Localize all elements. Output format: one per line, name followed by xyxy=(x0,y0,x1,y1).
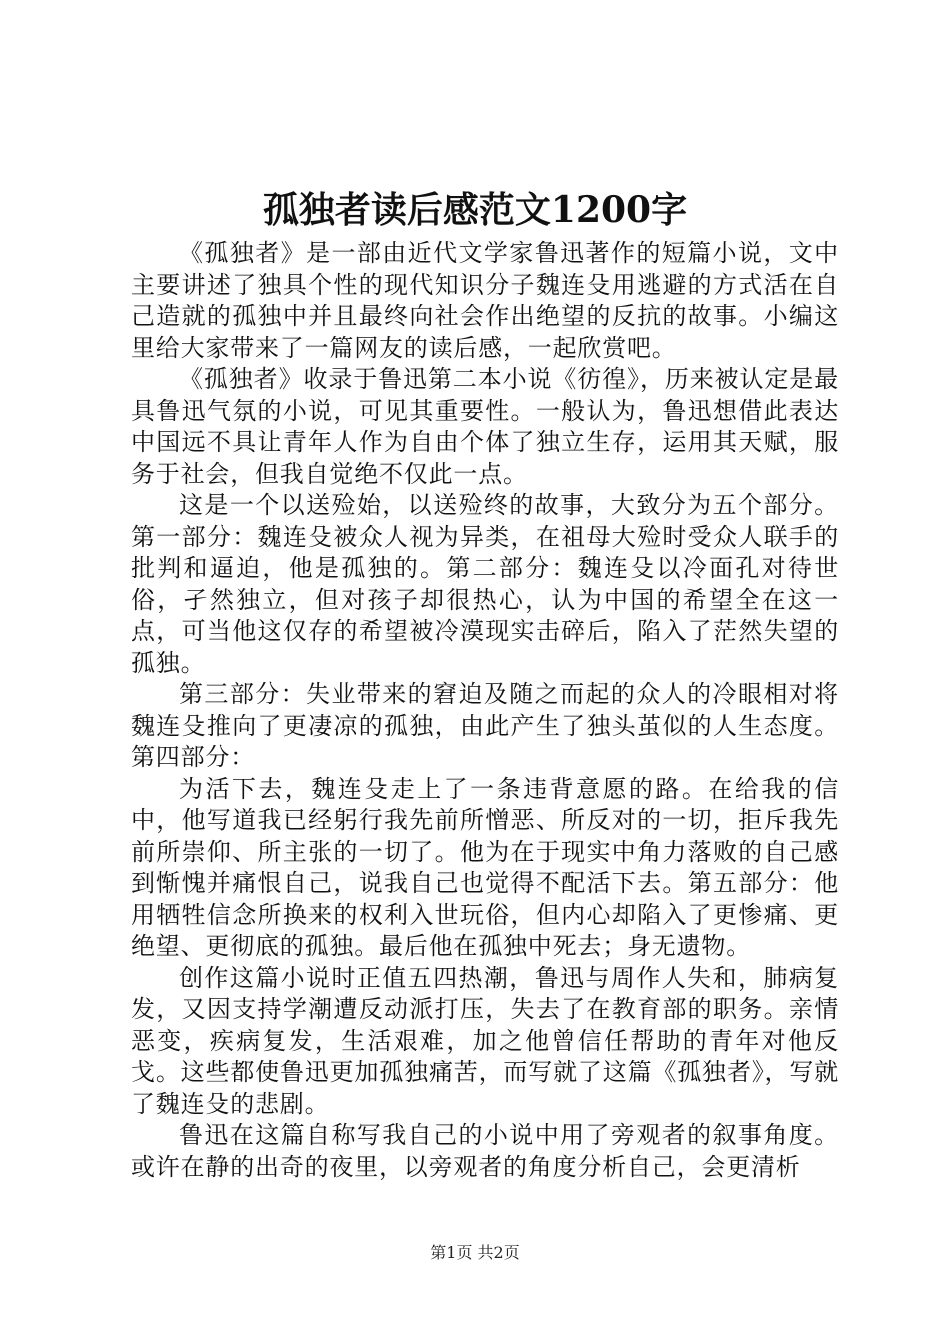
page-number-footer: 第1页 共2页 xyxy=(430,1243,520,1262)
paragraph-7: 鲁迅在这篇自称写我自己的小说中用了旁观者的叙事角度。或许在静的出奇的夜里，以旁观者的角度分析自己，会更清析 xyxy=(131,1121,839,1181)
paragraph-3: 这是一个以送殓始，以送殓终的故事，大致分为五个部分。第一部分：魏连殳被众人视为异类，在祖母大殓时受众人联手的批判和逼迫，他是孤独的。第二部分：魏连殳以冷面孔对待世俗，孑然独立，但对孩子却很热心，认为中国的希望全在这一点，可当他这仅存的希望被冷漠现实击碎后，陷入了茫然失望的孤独。 xyxy=(131,491,839,677)
paragraph-2: 《孤独者》收录于鲁迅第二本小说《彷徨》，历来被认定是最具鲁迅气氛的小说，可见其重要性。一般认为，鲁迅想借此表达中国远不具让青年人作为自由个体了独立生存，运用其天赋，服务于社会，但我自觉绝不仅此一点。 xyxy=(131,365,839,488)
document-title: 孤独者读后感范文1200字 xyxy=(262,189,688,231)
document-body xyxy=(131,238,839,1183)
paragraph-6: 创作这篇小说时正值五四热潮，鲁迅与周作人失和，肺病复发，又因支持学潮遭反动派打压，失去了在教育部的职务。亲情恶变，疾病复发，生活艰难，加之他曾信任帮助的青年对他反戈。这些都使鲁迅更加孤独痛苦，而写就了这篇《孤独者》，写就了魏连殳的悲剧。 xyxy=(131,963,839,1118)
paragraph-5: 为活下去，魏连殳走上了一条违背意愿的路。在给我的信中，他写道我已经躬行我先前所憎恶、所反对的一切，拒斥我先前所崇仰、所主张的一切了。他为在于现实中角力落败的自己感到惭愧并痛恨自己，说我自己也觉得不配活下去。第五部分：他用牺牲信念所换来的权利入世玩俗，但内心却陷入了更惨痛、更绝望、更彻底的孤独。最后他在孤独中死去；身无遗物。 xyxy=(131,774,839,960)
paragraph-1: 《孤独者》是一部由近代文学家鲁迅著作的短篇小说，文中主要讲述了独具个性的现代知识分子魏连殳用逃避的方式活在自己造就的孤独中并且最终向社会作出绝望的反抗的故事。小编这里给大家带来了一篇网友的读后感，一起欣赏吧。 xyxy=(131,239,839,362)
paragraph-4: 第三部分：失业带来的窘迫及随之而起的众人的冷眼相对将魏连殳推向了更凄凉的孤独，由此产生了独头茧似的人生态度。第四部分： xyxy=(131,680,839,771)
